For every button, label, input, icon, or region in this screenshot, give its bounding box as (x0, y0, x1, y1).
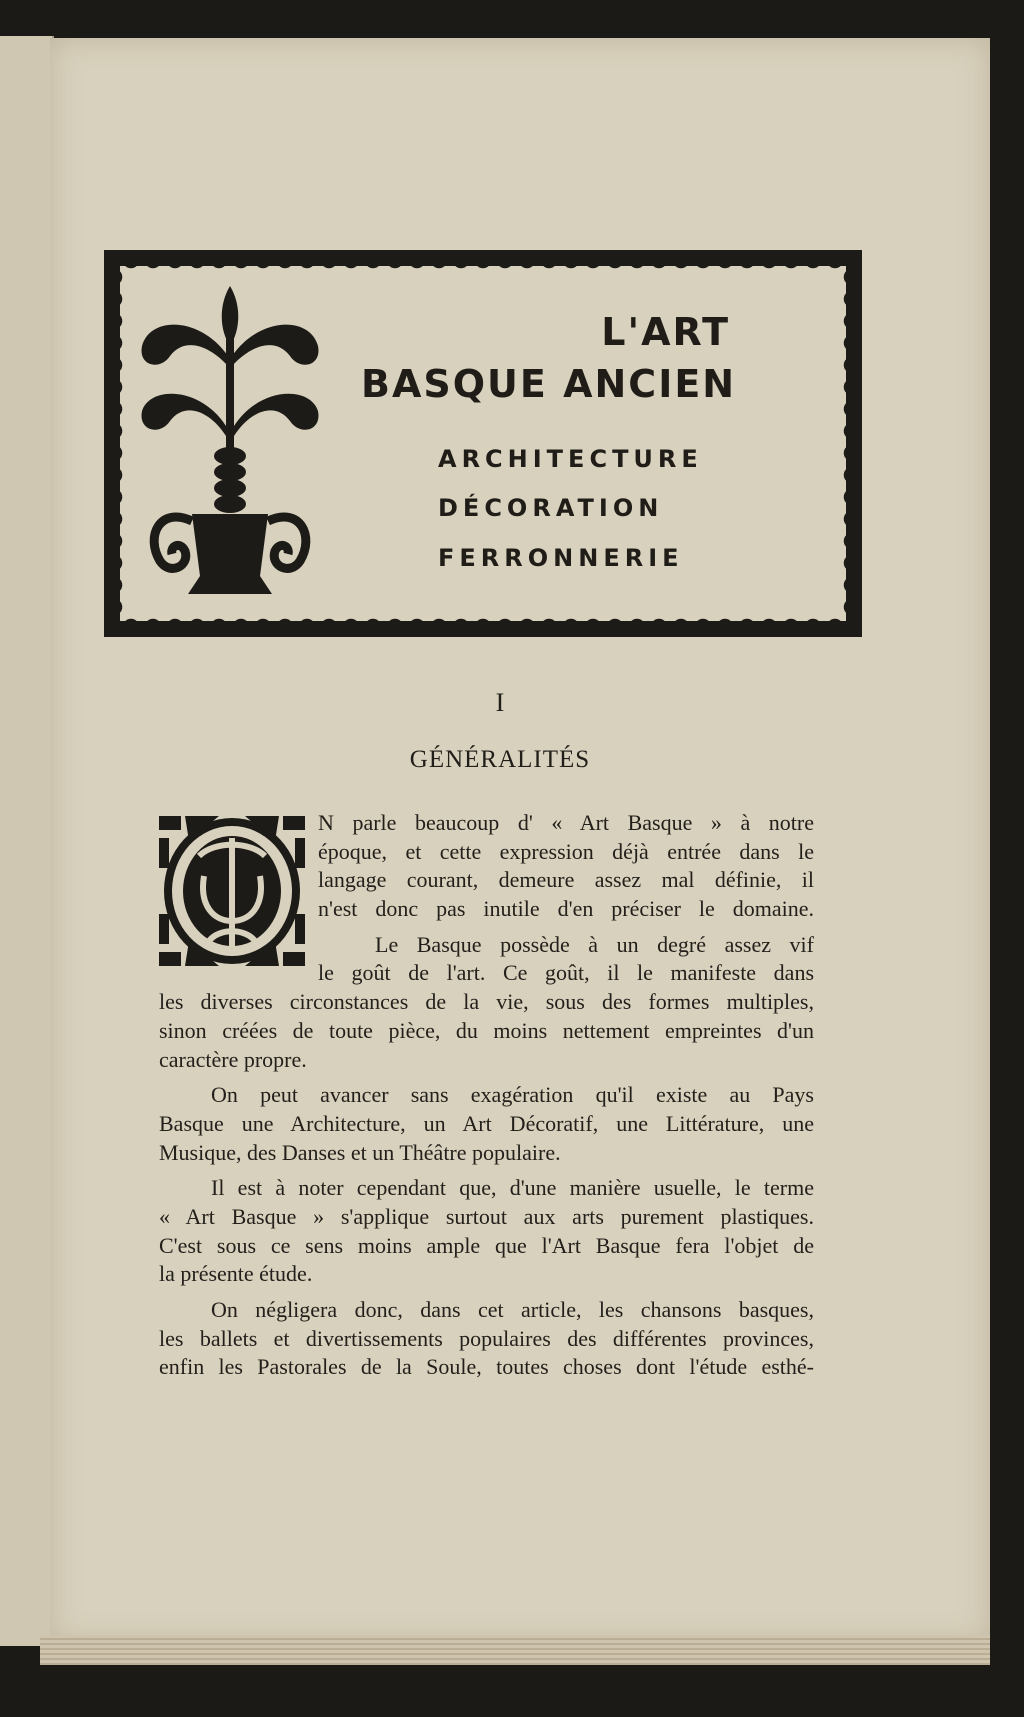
text-line: « Art Basque » s'applique surtout aux arts purement plastiques. (159, 1203, 814, 1229)
subtitle-architecture: ARCHITECTURE (438, 445, 703, 473)
scallop-border-top (120, 260, 846, 274)
text-line: langage courant, demeure assez mal définie, il (318, 867, 814, 893)
text-line: les ballets et divertissements populaires des différentes provinces, (159, 1325, 814, 1351)
facing-page-edge (0, 36, 54, 1646)
text-line: les diverses circonstances de la vie, sous des formes multiples, (159, 989, 814, 1015)
text-line: le goût de l'art. Ce goût, il le manifeste dans (318, 960, 814, 986)
text-line: la présente étude. (159, 1261, 313, 1287)
subtitle-decoration: DÉCORATION (438, 494, 664, 522)
text-line: caractère propre. (159, 1046, 307, 1072)
text-line: On peut avancer sans exagération qu'il existe au Pays (211, 1082, 814, 1108)
text-line: sinon créées de toute pièce, du moins nettement empreintes d'un (159, 1017, 814, 1043)
chapter-number: I (495, 688, 505, 717)
text-line: Il est à noter cependant que, d'une manière usuelle, le terme (211, 1175, 814, 1201)
paragraph-3 (159, 1081, 814, 1167)
text-line: On négligera donc, dans cet article, les chansons basques, (211, 1297, 814, 1322)
subtitle-ferronnerie: FERRONNERIE (438, 544, 684, 572)
text-line: N parle beaucoup d' « Art Basque » à notre (318, 810, 814, 835)
text-line: Basque une Architecture, un Art Décoratif, une Littérature, une (159, 1110, 814, 1136)
text-line: Musique, des Danses et un Théâtre populaire. (159, 1139, 561, 1165)
paragraph-1 (159, 809, 814, 924)
text-line: C'est sous ce sens moins ample que l'Art Basque fera l'objet de (159, 1232, 814, 1258)
title-line-2: BASQUE ANCIEN (361, 362, 737, 406)
paragraph-5 (159, 1296, 814, 1382)
scallop-border-left (114, 266, 128, 621)
page-stack-edge (40, 1635, 990, 1665)
text-line: enfin les Pastorales de la Soule, toutes choses dont l'étude esthé- (159, 1354, 814, 1380)
text-line: époque, et cette expression déjà entrée dans le (318, 838, 814, 864)
article-body (159, 809, 814, 1389)
scallop-border-right (838, 266, 852, 621)
section-heading: GÉNÉRALITÉS (409, 746, 591, 773)
title-line-1: L'ART (601, 310, 730, 354)
paragraph-4 (159, 1174, 814, 1289)
paragraph-2 (159, 931, 814, 1074)
title-cartouche (104, 250, 862, 637)
plant-vase-ornament-icon (130, 276, 330, 616)
text-line: Le Basque possède à un degré assez vif (375, 931, 814, 957)
text-line: n'est donc pas inutile d'en préciser le domaine. (318, 896, 814, 922)
